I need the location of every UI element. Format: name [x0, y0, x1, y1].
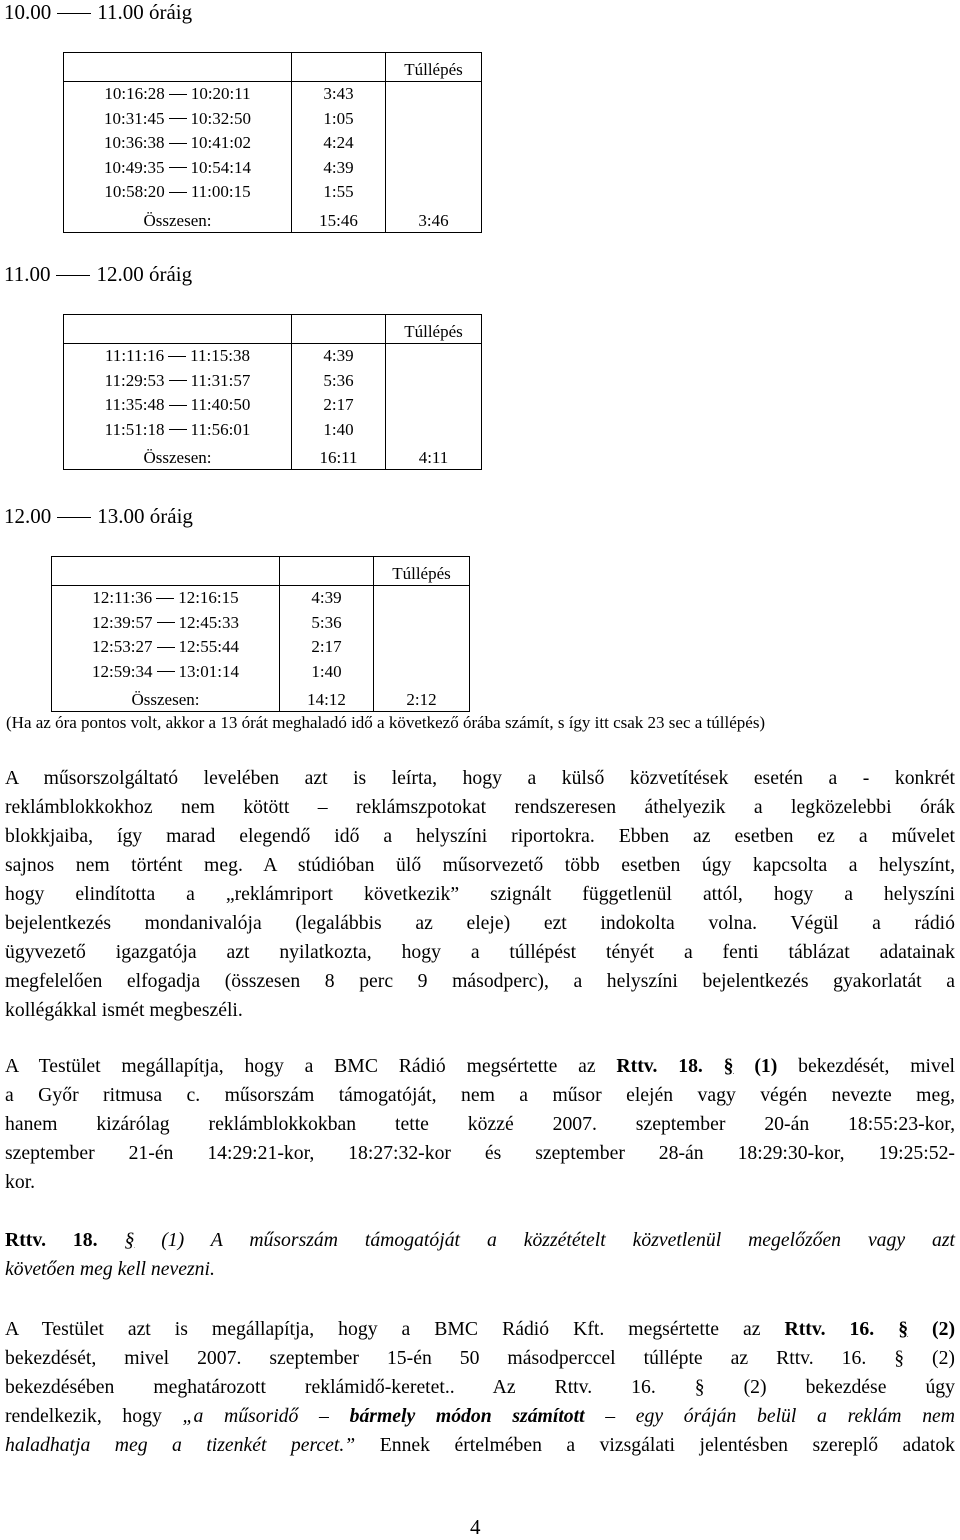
paragraph-line: A műsorszolgáltató levelében azt is leírta, hogy a külső közvetítések esetén a - konkrét: [5, 767, 955, 789]
heading-to: 12.00 óráig: [96, 262, 193, 286]
table-row-interval: 12:39:57 12:45:33: [52, 611, 280, 636]
table-row-duration: 4:24: [292, 131, 386, 156]
table-row-interval: 12:53:27 12:55:44: [52, 635, 280, 660]
paragraph-line: bekezdését, mivel 2007. szeptember 15-én 50 másodperccel túllépte az Rttv. 16. § (2): [5, 1347, 955, 1369]
table-row-interval: 10:58:20 11:00:15: [64, 180, 292, 205]
paragraph-3: [5, 1226, 955, 1284]
page-number: 4: [470, 1515, 481, 1539]
table-row-duration: 5:36: [280, 611, 374, 636]
paragraph-line: A Testület megállapítja, hogy a BMC Rádió megsértette az Rttv. 18. § (1) bekezdését, mivel: [5, 1055, 956, 1077]
paragraph-4: [5, 1315, 955, 1460]
table-row-duration: 1:05: [292, 107, 386, 132]
table-row-interval: 10:49:35 10:54:14: [64, 156, 292, 181]
paragraph-line: követően meg kell nevezni.: [5, 1258, 215, 1280]
over-value: 4:11: [386, 442, 482, 470]
total-value: 16:11: [292, 442, 386, 470]
paragraph-line: hanem kizárólag reklámblokkokban tette közzé 2007. szeptember 20-án 18:55:23-kor,: [5, 1113, 955, 1135]
table-row-duration: 1:55: [292, 180, 386, 205]
over-value: 3:46: [386, 205, 482, 233]
section-heading-3: [4, 504, 193, 528]
paragraph-line: megfelelően elfogadja (összesen 8 perc 9 másodperc), a helyszíni bejelentkezés gyakorlatát a: [5, 970, 955, 992]
over-value: 2:12: [374, 684, 470, 712]
total-value: 15:46: [292, 205, 386, 233]
paragraph-line: sajnos nem történt meg. A stúdióban ülő műsorvezető több esetben úgy kapcsolta a helyszínt,: [5, 854, 955, 876]
table-row-duration: 1:40: [280, 660, 374, 685]
table-row-duration: 5:36: [292, 369, 386, 394]
over-header: Túllépés: [374, 557, 470, 586]
table-row-duration: 4:39: [292, 344, 386, 369]
section-heading-1: [4, 0, 192, 24]
paragraph-line: bekezdésében meghatározott reklámidő-keretet.. Az Rttv. 16. § (2) bekezdése úgy: [5, 1376, 955, 1398]
table-row-duration: 2:17: [280, 635, 374, 660]
over-header: Túllépés: [386, 315, 482, 344]
heading-from: 12.00: [4, 504, 52, 528]
time-table-2: [63, 314, 482, 470]
section-heading-2: [4, 262, 192, 286]
paragraph-line: bejelentkezés mondanivalója (legalábbis az eleje) ezt indokolta volna. Végül a rádió: [5, 912, 955, 934]
total-value: 14:12: [280, 684, 374, 712]
paragraph-line: hogy elindította a „reklámriport következik” szignált függetlenül attól, hogy a helyszíni: [5, 883, 955, 905]
total-label: Összesen:: [64, 442, 292, 470]
heading-from: 11.00: [4, 262, 51, 286]
dash: [56, 275, 90, 276]
dash: [57, 517, 91, 518]
table-row-duration: 1:40: [292, 418, 386, 443]
paragraph-line: reklámblokkokhoz nem kötött – reklámszpotokat rendszeresen áthelyezik a legközelebbi órák: [5, 796, 955, 818]
table-row-interval: 10:31:45 10:32:50: [64, 107, 292, 132]
table-row-interval: 11:51:18 11:56:01: [64, 418, 292, 443]
table-row-interval: 10:36:38 10:41:02: [64, 131, 292, 156]
total-label: Összesen:: [52, 684, 280, 712]
table-row-duration: 4:39: [292, 156, 386, 181]
total-label: Összesen:: [64, 205, 292, 233]
table-row-duration: 2:17: [292, 393, 386, 418]
table-row-duration: 4:39: [280, 586, 374, 611]
heading-to: 11.00 óráig: [97, 0, 193, 24]
paragraph-line: kollégákkal ismét megbeszéli.: [5, 999, 243, 1021]
table-row-interval: 12:11:36 12:16:15: [52, 586, 280, 611]
paragraph-2: [5, 1052, 955, 1197]
paragraph-line: szeptember 21-én 14:29:21-kor, 18:27:32-kor és szeptember 28-án 18:29:30-kor, 19:25:52-: [5, 1142, 955, 1164]
heading-from: 10.00: [4, 0, 52, 24]
table-row-duration: 3:43: [292, 82, 386, 107]
paragraph-line: haladhatja meg a tizenkét percet.” Ennek értelmében a vizsgálati jelentésben szereplő adatok: [5, 1434, 956, 1456]
table-row-interval: 11:29:53 11:31:57: [64, 369, 292, 394]
time-table-3: [51, 556, 470, 712]
paragraph-1: [5, 764, 955, 1025]
paragraph-line: ügyvezető igazgatója azt nyilatkozta, hogy a túllépést tényét a fenti táblázat adatainak: [5, 941, 955, 963]
table-row-interval: 12:59:34 13:01:14: [52, 660, 280, 685]
paragraph-line: Rttv. 18. § (1) A műsorszám támogatóját a közzétételt közvetlenül megelőzően vagy azt: [5, 1229, 956, 1251]
dash: [57, 13, 91, 14]
table-row-interval: 10:16:28 10:20:11: [64, 82, 292, 107]
table-row-interval: 11:35:48 11:40:50: [64, 393, 292, 418]
paragraph-line: a Győr ritmusa c. műsorszám támogatóját, nem a műsor elején vagy végén nevezte meg,: [5, 1084, 955, 1106]
table-row-interval: 11:11:16 11:15:38: [64, 344, 292, 369]
footnote: (Ha az óra pontos volt, akkor a 13 órát meghaladó idő a következő órába számít, s így itt csak 23 sec a túllépés): [6, 713, 766, 732]
time-table-1: [63, 52, 482, 233]
over-header: Túllépés: [386, 53, 482, 82]
paragraph-line: kor.: [5, 1171, 36, 1193]
paragraph-line: rendelkezik, hogy „a műsoridő – bármely módon számított – egy óráján belül a reklám nem: [5, 1405, 956, 1427]
paragraph-line: A Testület azt is megállapítja, hogy a BMC Rádió Kft. megsértette az Rttv. 16. § (2): [5, 1318, 956, 1340]
heading-to: 13.00 óráig: [97, 504, 193, 528]
paragraph-line: blokkjaiba, így marad elegendő idő a helyszíni riportokra. Ebben az esetben ez a művelet: [5, 825, 955, 847]
